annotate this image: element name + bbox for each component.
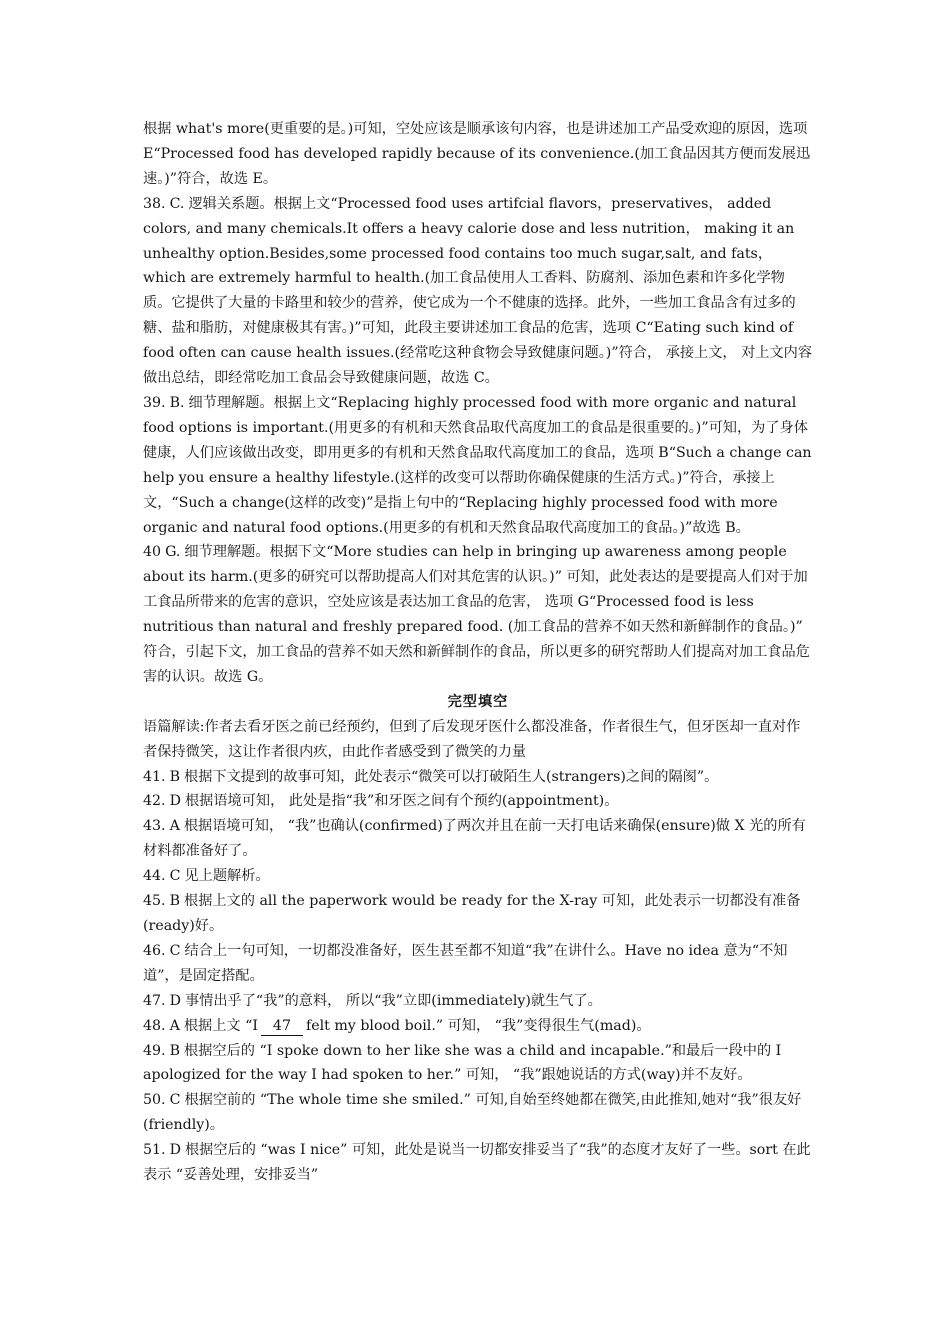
blank-number-underlined: 47 bbox=[261, 1017, 303, 1036]
question-number: 40 bbox=[143, 544, 162, 561]
explanation-text: 结合上一句可知，一切都没准备好，医生甚至都不知道“我”在讲什么。Have no idea 意为“不知道”，是固定搭配。 bbox=[143, 942, 788, 984]
explanation-text: 根据语境可知， “我”也确认(confirmed)了两次并且在前一天打电话来确保(ensure)做 X 光的所有材料都准备好了。 bbox=[143, 818, 806, 860]
paragraph-text: 根据 what's more(更重要的是。)可知，空处应该是顺承该句内容，也是讲述加工产品受欢迎的原因，选项 E“Processed food has developed rapidly because of its convenience.(加工食品因其方便而发展迅速。)”符合，故选 E。 bbox=[143, 121, 811, 187]
explanation-text: 事情出乎了“我”的意料， 所以“我”立即(immediately)就生气了。 bbox=[184, 992, 602, 1009]
answer-option: B bbox=[169, 1042, 181, 1059]
answer-item-50 bbox=[143, 1088, 813, 1138]
answer-item-45 bbox=[143, 889, 813, 939]
answer-item-49 bbox=[143, 1039, 813, 1089]
answer-item-42 bbox=[143, 789, 813, 814]
answer-item-51 bbox=[143, 1138, 813, 1188]
answer-item-47 bbox=[143, 989, 813, 1014]
question-number: 51. bbox=[143, 1142, 166, 1159]
answer-option: D bbox=[169, 793, 181, 810]
question-number: 49. bbox=[143, 1042, 166, 1059]
explanation-text: 细节理解题。根据下文“More studies can help in bringing up awareness among people about its harm.(更多的研究可以帮助提高人们对其危害的认识。)” 可知，此处表达的是要提高人们对于加工食品所带来的危害的意识，空处应该是表达加工食品的危害， 选项 G“Processed food is less nutritious than natural and freshly prepared food. (加工食品的营养不如天然和新鲜制作的食品。)” 符合，引起下文，加工食品的营养不如天然和新鲜制作的食品，所以更多的研究帮助人们提高对加工食品危害的认识。故选 G。 bbox=[143, 544, 810, 685]
question-number: 41. bbox=[143, 768, 166, 785]
explanation-text-after-blank: felt my blood boil.” 可知， “我”变得很生气(mad)。 bbox=[305, 1017, 651, 1034]
answer-option: B bbox=[169, 768, 181, 785]
answer-option: D bbox=[169, 992, 181, 1009]
question-number: 42. bbox=[143, 793, 166, 810]
answer-option: B. bbox=[169, 394, 185, 411]
explanation-text: 根据下文提到的故事可知，此处表示“微笑可以打破陌生人(strangers)之间的隔阂”。 bbox=[184, 768, 719, 785]
question-number: 43. bbox=[143, 818, 166, 835]
answer-option: C bbox=[169, 1092, 181, 1109]
answer-option: D bbox=[169, 1142, 181, 1159]
answer-option: A bbox=[169, 1017, 180, 1034]
explanation-text: 根据空前的 “The whole time she smiled.” 可知,自始至终她都在微笑,由此推知,她对“我”很友好(friendly)。 bbox=[143, 1092, 802, 1134]
explanation-text: 见上题解析。 bbox=[184, 868, 270, 885]
question-number: 38. bbox=[143, 195, 166, 212]
passage-summary bbox=[143, 715, 813, 765]
paragraph-text: 语篇解读:作者去看牙医之前已经预约，但到了后发现牙医什么都没准备，作者很生气，但牙医却一直对作者保持微笑，这让作者很内疚，由此作者感受到了微笑的力量 bbox=[143, 718, 801, 760]
answer-option: C. bbox=[169, 195, 185, 212]
explanation-text: 根据空后的 “was I nice” 可知，此处是说当一切都安排妥当了“我”的态度才友好了一些。sort 在此表示 “妥善处理，安排妥当” bbox=[143, 1142, 811, 1184]
answer-item-40 bbox=[143, 540, 813, 689]
question-number: 47. bbox=[143, 992, 166, 1009]
answer-option: A bbox=[169, 818, 180, 835]
question-number: 39. bbox=[143, 394, 166, 411]
answer-item-44 bbox=[143, 864, 813, 889]
question-number: 48. bbox=[143, 1017, 166, 1034]
question-number: 50. bbox=[143, 1092, 166, 1109]
explanation-text: 逻辑关系题。根据上文“Processed food uses artifcial flavors，preservatives， added colors, and many chemicals.It offers a heavy calorie dose and less nutrition， making it an unhealthy option.Besides,some processed food contains too much sugar,salt, and fats， which are extremely harmful to health.(加工食品使用人工香料、防腐剂、添加色素和许多化学物质。它提供了大量的卡路里和较少的营养，使它成为一个不健康的选择。此外，一些加工食品含有过多的糖、盐和脂肪，对健康极其有害。)”可知，此段主要讲述加工食品的危害，选项 C“Eating such kind of food often can cause health issues.(经常吃这种食物会导致健康问题。)”符合， 承接上文， 对上文内容做出总结，即经常吃加工食品会导致健康问题，故选 C。 bbox=[143, 195, 813, 387]
explanation-text: 根据语境可知， 此处是指“我”和牙医之间有个预约(appointment)。 bbox=[184, 793, 619, 810]
answer-item-38 bbox=[143, 192, 813, 391]
explanation-text: 根据上文的 all the paperwork would be ready for the X-ray 可知，此处表示一切都没有准备(ready)好。 bbox=[143, 893, 801, 934]
answer-item-48 bbox=[143, 1014, 813, 1039]
question-number: 44. bbox=[143, 868, 166, 885]
answer-item-43 bbox=[143, 814, 813, 864]
answer-option: C bbox=[169, 942, 181, 959]
answer-item-39 bbox=[143, 391, 813, 540]
explanation-text-before-blank: 根据上文 “I bbox=[183, 1017, 258, 1034]
explanation-text: 根据空后的 “I spoke down to her like she was a child and incapable.”和最后一段中的 I apologized for the way I had spoken to her.” 可知， “我”跟她说话的方式(way)并不友好。 bbox=[143, 1042, 782, 1084]
answer-option: B bbox=[169, 893, 181, 910]
answer-item-46 bbox=[143, 939, 813, 989]
paragraph-37-continuation bbox=[143, 117, 813, 192]
explanation-text: 细节理解题。根据上文“Replacing highly processed food with more organic and natural food options is important.(用更多的有机和天然食品取代高度加工的食品是很重要的。)”可知，为了身体健康，人们应该做出改变，即用更多的有机和天然食品取代高度加工的食品，选项 B“Such a change can help you ensure a healthy lifestyle.(这样的改变可以帮助你确保健康的生活方式。)”符合，承接上文，“Such a change(这样的改变)”是指上句中的“Replacing highly processed food with more organic and natural food options.(用更多的有机和天然食品取代高度加工的食品。)”故选 B。 bbox=[143, 394, 812, 536]
answer-option: C bbox=[169, 868, 181, 885]
question-number: 46. bbox=[143, 942, 166, 959]
answer-option: G. bbox=[165, 544, 181, 561]
section-heading-cloze: 完型填空 bbox=[447, 693, 509, 710]
answer-item-41 bbox=[143, 765, 813, 790]
question-number: 45. bbox=[143, 893, 166, 910]
answer-explanations bbox=[143, 117, 813, 1188]
